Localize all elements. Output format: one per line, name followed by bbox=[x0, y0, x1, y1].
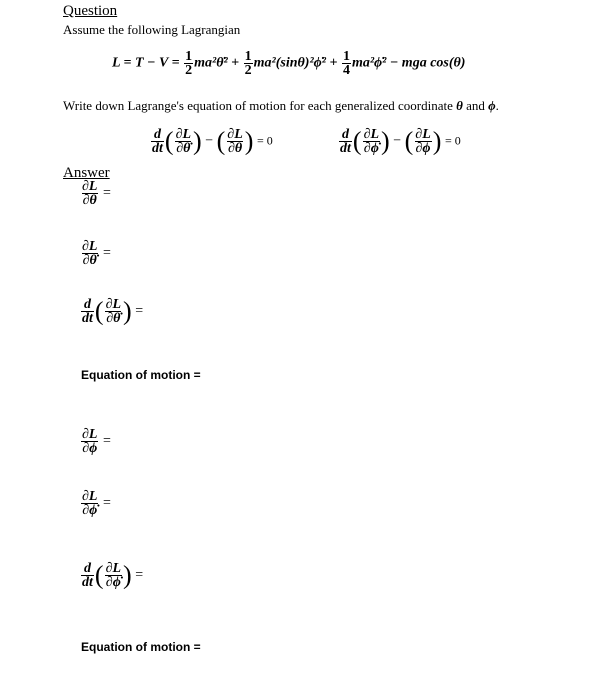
half-fraction: $\frac{1}{2}$ bbox=[244, 49, 252, 78]
lagrangian-equation: L = T − V = $\frac{1}{2}$ ma²θ̇² + $\frac{1}{2}$ ma²(sinθ)²ϕ̇² + $\frac{1}{4}$ ma²ϕ̇² − mga cos(θ) bbox=[112, 49, 466, 78]
answer-heading: Answer bbox=[63, 165, 110, 181]
answer-dL-dtheta: $\frac{\partial L}{\partial\theta}$ = bbox=[82, 179, 111, 208]
question-intro: Assume the following Lagrangian bbox=[63, 22, 241, 37]
equation-of-motion-phi-label: Equation of motion = bbox=[81, 640, 201, 654]
answer-ddt-dL-dthetadot: $\frac{d}{dt}$ ( $\frac{\partial L}{\partial\thetȧ}$ ) = bbox=[82, 296, 144, 326]
instruction-text: Write down Lagrange's equation of motion for each generalized coordinate θ and ϕ. bbox=[63, 98, 499, 113]
kinetic-theta-term: ma²θ̇² bbox=[194, 55, 228, 71]
lagrangian-lhs: L = T − V = bbox=[112, 55, 184, 71]
lagrange-equation-phi: $\frac{d}{dt}$ ( $\frac{\partial L}{\partial\phi̇}$ ) − ( $\frac{\partial L}{\partial\phi}$ ) = 0 bbox=[340, 126, 461, 156]
equation-of-motion-theta-label: Equation of motion = bbox=[81, 368, 201, 382]
answer-ddt-dL-dphidot: $\frac{d}{dt}$ ( $\frac{\partial L}{\partial\phi̇}$ ) = bbox=[82, 560, 144, 590]
answer-dL-dthetadot: $\frac{\partial L}{\partial\thetȧ}$ = bbox=[82, 239, 111, 268]
lagrange-equation-theta: $\frac{d}{dt}$ ( $\frac{\partial L}{\partial\thetȧ}$ ) − ( $\frac{\partial L}{\partial\theta}$ ) = 0 bbox=[152, 126, 273, 156]
question-heading: Question bbox=[63, 3, 118, 19]
kinetic-phi-term: ma²(sinθ)²ϕ̇² bbox=[253, 55, 326, 71]
answer-dL-dphi: $\frac{\partial L}{\partial\phi}$ = bbox=[82, 427, 111, 456]
half-fraction: $\frac{1}{2}$ bbox=[185, 49, 193, 78]
quarter-fraction: $\frac{1}{4}$ bbox=[342, 49, 350, 78]
answer-dL-dphidot: $\frac{\partial L}{\partial\phi̇}$ = bbox=[82, 489, 111, 518]
kinetic-phi-term-2: ma²ϕ̇² bbox=[351, 55, 387, 71]
potential-term: − mga cos(θ) bbox=[386, 55, 466, 71]
